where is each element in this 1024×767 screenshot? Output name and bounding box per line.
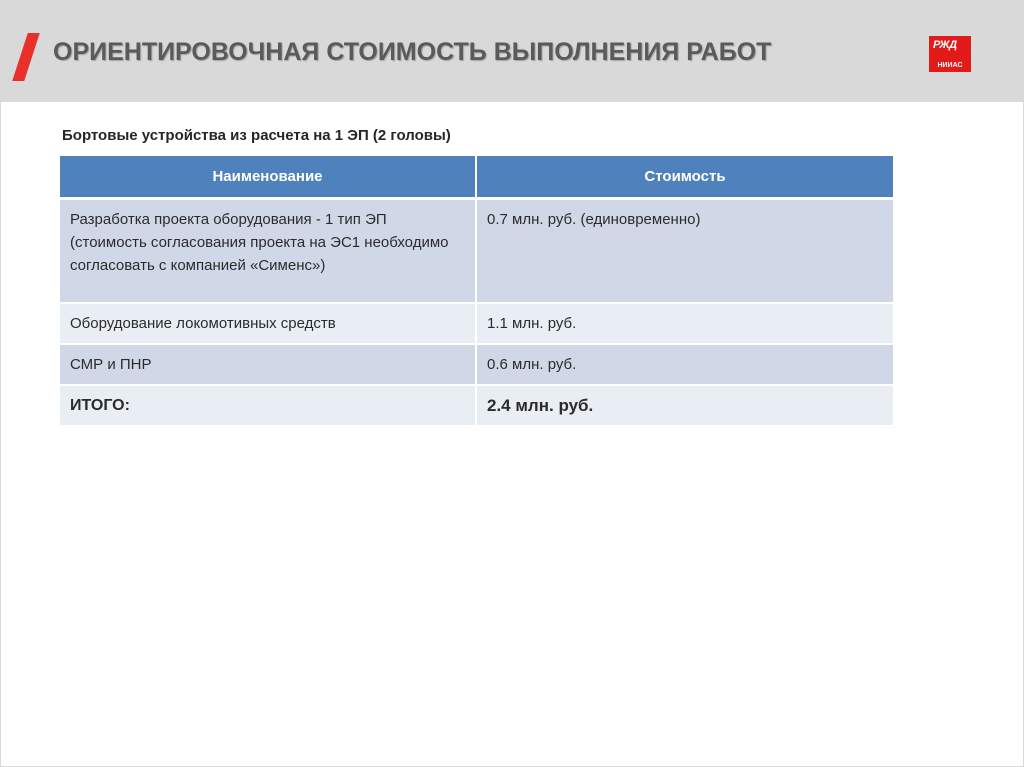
table-header-row <box>60 156 893 199</box>
row-cost-cell: 0.6 млн. руб. <box>476 344 893 385</box>
row-cost-cell: 0.7 млн. руб. (единовременно) <box>476 199 893 303</box>
logo-mark: РЖД <box>933 39 957 51</box>
row-name-cell: СМР и ПНР <box>60 344 476 385</box>
table-total-row <box>60 385 893 426</box>
table-caption: Бортовые устройства из расчета на 1 ЭП (2 головы) <box>62 127 451 144</box>
column-header-cost: Стоимость <box>476 156 893 199</box>
logo-text: НИИАС <box>937 62 963 69</box>
page-title: ОРИЕНТИРОВОЧНАЯ СТОИМОСТЬ ВЫПОЛНЕНИЯ РАБОТ <box>53 38 772 66</box>
table-row <box>60 303 893 344</box>
table-row <box>60 199 893 303</box>
row-name-cell: Оборудование локомотивных средств <box>60 303 476 344</box>
table-row <box>60 344 893 385</box>
row-name-cell: Разработка проекта оборудования - 1 тип ЭП (стоимость согласования проекта на ЭС1 необходимо согласовать с компанией «Сименс») <box>60 199 476 303</box>
header-bar <box>1 1 1023 102</box>
cost-table <box>60 156 893 427</box>
company-logo <box>929 36 971 72</box>
total-label-cell: ИТОГО: <box>60 385 476 426</box>
row-cost-cell: 1.1 млн. руб. <box>476 303 893 344</box>
accent-slash-icon <box>12 33 40 81</box>
column-header-name: Наименование <box>60 156 476 199</box>
total-value-cell: 2.4 млн. руб. <box>476 385 893 426</box>
